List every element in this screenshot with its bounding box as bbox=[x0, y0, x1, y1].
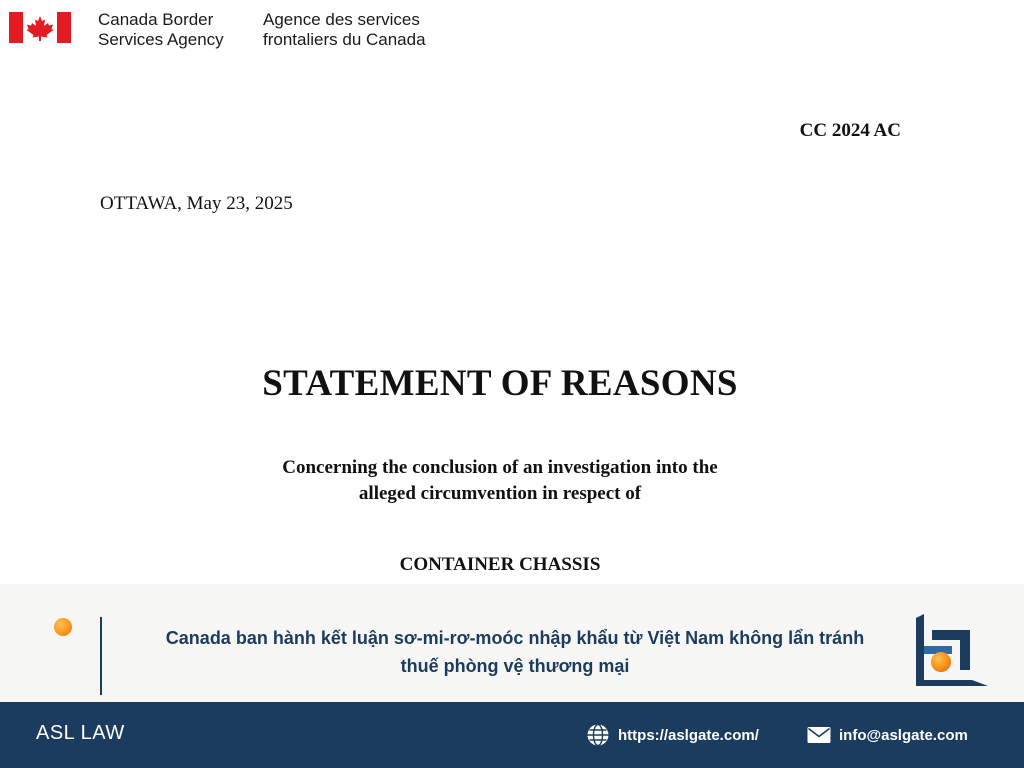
agency-en-line-1: Canada Border bbox=[98, 10, 214, 29]
agency-fr-line-1: Agence des services bbox=[263, 10, 420, 29]
subtitle-line-1: Concerning the conclusion of an investigation into the bbox=[282, 457, 718, 478]
headline-line-1: Canada ban hành kết luận sơ-mi-rơ-moóc nhập khẩu từ Việt Nam không lẩn tránh bbox=[165, 628, 865, 648]
asl-logo bbox=[912, 614, 988, 688]
subtitle-line-2: alleged circumvention in respect of bbox=[358, 483, 642, 504]
agency-name-french bbox=[263, 10, 426, 50]
agency-fr-line-2: frontaliers du Canada bbox=[263, 30, 426, 49]
article-headline bbox=[115, 624, 915, 680]
brand-name: ASL LAW bbox=[36, 722, 125, 744]
document-product: CONTAINER CHASSIS bbox=[399, 554, 601, 575]
document-place-date: OTTAWA, May 23, 2025 bbox=[100, 193, 293, 214]
orange-dot-icon bbox=[54, 618, 72, 636]
document-subtitle bbox=[0, 455, 1000, 507]
headline-line-2: thuế phòng vệ thương mại bbox=[400, 656, 630, 676]
agency-en-line-2: Services Agency bbox=[98, 30, 224, 49]
footer-bar bbox=[0, 702, 1024, 768]
website-link[interactable] bbox=[586, 722, 759, 748]
email-address: info@aslgate.com bbox=[839, 726, 968, 744]
document-title: STATEMENT OF REASONS bbox=[262, 363, 738, 404]
document-reference: CC 2024 AC bbox=[799, 120, 901, 141]
mail-icon bbox=[807, 726, 831, 744]
email-link[interactable] bbox=[807, 722, 968, 748]
caption-divider bbox=[100, 617, 102, 695]
globe-icon bbox=[586, 723, 610, 747]
canada-flag-icon bbox=[9, 12, 71, 43]
agency-name-english bbox=[98, 10, 224, 50]
website-url: https://aslgate.com/ bbox=[618, 726, 759, 744]
